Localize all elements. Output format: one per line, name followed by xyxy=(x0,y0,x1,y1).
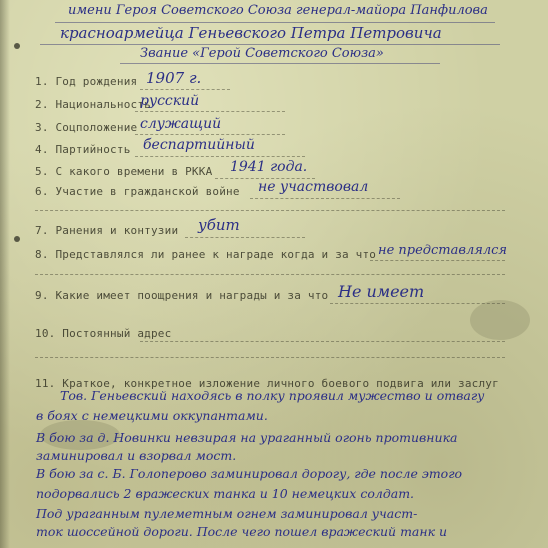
header-rule-1 xyxy=(55,22,495,23)
narrative-line: в боях с немецкими оккупантами. xyxy=(36,408,268,423)
narrative-line: В бою за с. Б. Голоперово заминировал дорогу, где после этого xyxy=(36,466,463,481)
stain xyxy=(470,300,530,340)
header-line-1: имени Героя Советского Союза генерал-майора Панфилова xyxy=(68,3,488,18)
narrative-line: ток шоссейной дороги. После чего пошел вражеский танк и xyxy=(36,524,448,539)
field-label-nationality: 2. Национальность xyxy=(35,98,151,111)
field-rule xyxy=(140,341,505,342)
field-value-wounds: убит xyxy=(198,216,240,234)
header-rule-3 xyxy=(120,63,440,64)
field-value-birth-year: 1907 г. xyxy=(146,69,202,87)
narrative-line: Тов. Геньевский находясь в полку проявил мужество и отвагу xyxy=(60,388,485,403)
field-rule xyxy=(135,111,285,112)
narrative-line: заминировал и взорвал мост. xyxy=(36,448,237,463)
field-label-social-status: 3. Соцположение xyxy=(35,121,138,134)
punch-hole xyxy=(14,236,20,242)
punch-hole xyxy=(14,43,20,49)
field-value-civil-war: не участвовал xyxy=(258,179,369,195)
field-rule xyxy=(35,274,505,275)
field-rule xyxy=(135,134,285,135)
field-value-awards: Не имеет xyxy=(338,282,425,301)
narrative-line: подорвались 2 вражеских танка и 10 немецких солдат. xyxy=(36,486,415,501)
field-rule xyxy=(330,303,505,304)
field-value-party: беспартийный xyxy=(143,137,255,153)
field-rule xyxy=(140,89,230,90)
field-label-party: 4. Партийность xyxy=(35,143,131,156)
field-value-army-since: 1941 года. xyxy=(230,159,308,175)
field-rule xyxy=(370,260,505,261)
field-rule xyxy=(135,156,305,157)
narrative-line: Под ураганным пулеметным огнем заминировал участ- xyxy=(36,506,418,521)
header-line-3: Звание «Герой Советского Союза» xyxy=(140,46,384,61)
field-rule xyxy=(35,210,505,211)
header-rule-2 xyxy=(40,44,500,45)
field-rule xyxy=(185,237,305,238)
field-label-awards: 9. Какие имеет поощрения и награды и за что xyxy=(35,289,329,302)
section-11-label: 11. Краткое, конкретное изложение личного боевого подвига или заслуг xyxy=(35,377,499,390)
field-label-prior-awards: 8. Представлялся ли ранее к награде когда и за что xyxy=(35,248,377,261)
field-label-address: 10. Постоянный адрес xyxy=(35,327,172,340)
field-value-nationality: русский xyxy=(140,93,200,109)
field-rule xyxy=(35,357,505,358)
page-edge-shadow xyxy=(0,0,10,548)
narrative-line: В бою за д. Новинки невзирая на ураганный огонь противника xyxy=(36,430,458,445)
field-value-prior-awards: не представлялся xyxy=(378,243,507,258)
field-value-social-status: служащий xyxy=(140,116,222,132)
field-label-birth-year: 1. Год рождения xyxy=(35,75,138,88)
field-label-army-since: 5. С какого времени в РККА xyxy=(35,165,213,178)
field-rule xyxy=(250,198,400,199)
field-label-civil-war: 6. Участие в гражданской войне xyxy=(35,185,240,198)
header-line-2: красноармейца Геньевского Петра Петровича xyxy=(60,24,442,42)
field-label-wounds: 7. Ранения и контузии xyxy=(35,224,179,237)
